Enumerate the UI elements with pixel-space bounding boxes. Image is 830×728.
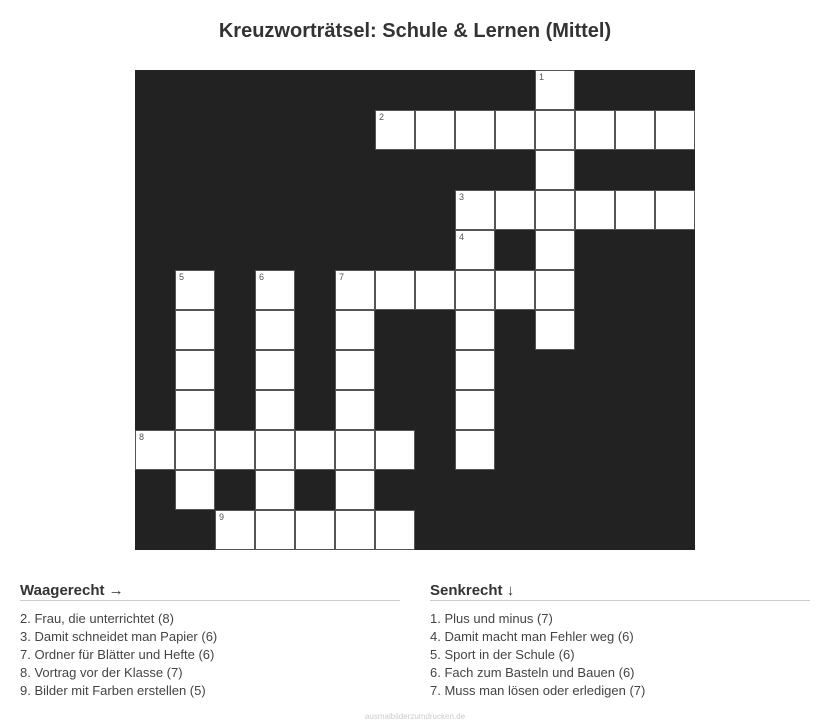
crossword-cell[interactable] — [335, 430, 375, 470]
crossword-cell[interactable] — [175, 430, 215, 470]
crossword-cell[interactable] — [175, 470, 215, 510]
page-title: Kreuzworträtsel: Schule & Lernen (Mittel) — [218, 20, 612, 42]
crossword-cell[interactable] — [375, 270, 415, 310]
clue-number: 4 — [459, 232, 465, 242]
crossword-cell[interactable] — [535, 70, 575, 110]
crossword-cell[interactable] — [575, 190, 615, 230]
across-clues — [20, 582, 400, 700]
crossword-cell[interactable] — [455, 270, 495, 310]
crossword-cell[interactable] — [335, 510, 375, 550]
crossword-cell[interactable] — [175, 350, 215, 390]
across-heading: Waagerecht → — [20, 582, 400, 601]
clue-number: 3 — [459, 192, 465, 202]
crossword-cell[interactable] — [455, 390, 495, 430]
clue-number: 2 — [379, 112, 385, 122]
down-clues — [430, 582, 810, 700]
crossword-cell[interactable] — [535, 270, 575, 310]
clue-number: 5 — [179, 272, 185, 282]
clue-item: 4. Damit macht man Fehler weg (6) — [430, 629, 634, 644]
clue-number: 6 — [259, 272, 265, 282]
crossword-cell[interactable] — [535, 110, 575, 150]
crossword-cell[interactable] — [575, 110, 615, 150]
footer-credit: ausmalbilderzumdrucken.de — [364, 712, 466, 721]
crossword-cell[interactable] — [295, 430, 335, 470]
clue-item: 2. Frau, die unterrichtet (8) — [20, 611, 174, 626]
crossword-cell[interactable] — [615, 190, 655, 230]
crossword-cell[interactable] — [495, 190, 535, 230]
crossword-cell[interactable] — [375, 430, 415, 470]
crossword-cell[interactable] — [455, 310, 495, 350]
crossword-cell[interactable] — [255, 430, 295, 470]
crossword-cell[interactable] — [255, 390, 295, 430]
crossword-cell[interactable] — [455, 230, 495, 270]
clue-item: 6. Fach zum Basteln und Bauen (6) — [430, 665, 635, 680]
crossword-cell[interactable] — [455, 350, 495, 390]
down-heading: Senkrecht ↓ — [430, 582, 810, 601]
clue-number: 8 — [139, 432, 145, 442]
clue-number: 9 — [219, 512, 225, 522]
crossword-cell[interactable] — [615, 110, 655, 150]
crossword-cell[interactable] — [295, 510, 335, 550]
crossword-cell[interactable] — [495, 110, 535, 150]
clue-item: 7. Muss man lösen oder erledigen (7) — [430, 683, 646, 698]
clue-item: 8. Vortrag vor der Klasse (7) — [20, 665, 183, 680]
crossword-cell[interactable] — [415, 110, 455, 150]
crossword-cell[interactable] — [335, 310, 375, 350]
crossword-cell[interactable] — [175, 390, 215, 430]
crossword-cell[interactable] — [535, 190, 575, 230]
crossword-cell[interactable] — [455, 190, 495, 230]
crossword-cell[interactable] — [655, 190, 695, 230]
crossword-cell[interactable] — [335, 470, 375, 510]
clue-number: 7 — [339, 272, 345, 282]
crossword-cell[interactable] — [335, 350, 375, 390]
crossword-cell[interactable] — [455, 110, 495, 150]
crossword-cell[interactable] — [375, 510, 415, 550]
crossword-cell[interactable] — [415, 270, 455, 310]
crossword-cell[interactable] — [215, 430, 255, 470]
crossword-cell[interactable] — [215, 510, 255, 550]
crossword-cell[interactable] — [335, 390, 375, 430]
crossword-cell[interactable] — [375, 110, 415, 150]
crossword-cell[interactable] — [335, 270, 375, 310]
clue-item: 1. Plus und minus (7) — [430, 611, 553, 626]
crossword-cell[interactable] — [135, 430, 175, 470]
clue-item: 3. Damit schneidet man Papier (6) — [20, 629, 218, 644]
crossword-cell[interactable] — [255, 270, 295, 310]
crossword-cell[interactable] — [655, 110, 695, 150]
crossword-grid — [135, 70, 695, 550]
clue-item: 5. Sport in der Schule (6) — [430, 647, 575, 662]
crossword-cell[interactable] — [175, 310, 215, 350]
clue-item: 9. Bilder mit Farben erstellen (5) — [20, 683, 206, 698]
clue-number: 1 — [539, 72, 545, 82]
crossword-cell[interactable] — [535, 150, 575, 190]
crossword-cell[interactable] — [455, 430, 495, 470]
crossword-cell[interactable] — [495, 270, 535, 310]
crossword-cell[interactable] — [255, 310, 295, 350]
crossword-cell[interactable] — [535, 310, 575, 350]
crossword-cell[interactable] — [535, 230, 575, 270]
crossword-cell[interactable] — [255, 350, 295, 390]
crossword-cell[interactable] — [255, 510, 295, 550]
crossword-cell[interactable] — [175, 270, 215, 310]
clue-item: 7. Ordner für Blätter und Hefte (6) — [20, 647, 215, 662]
crossword-cell[interactable] — [255, 470, 295, 510]
